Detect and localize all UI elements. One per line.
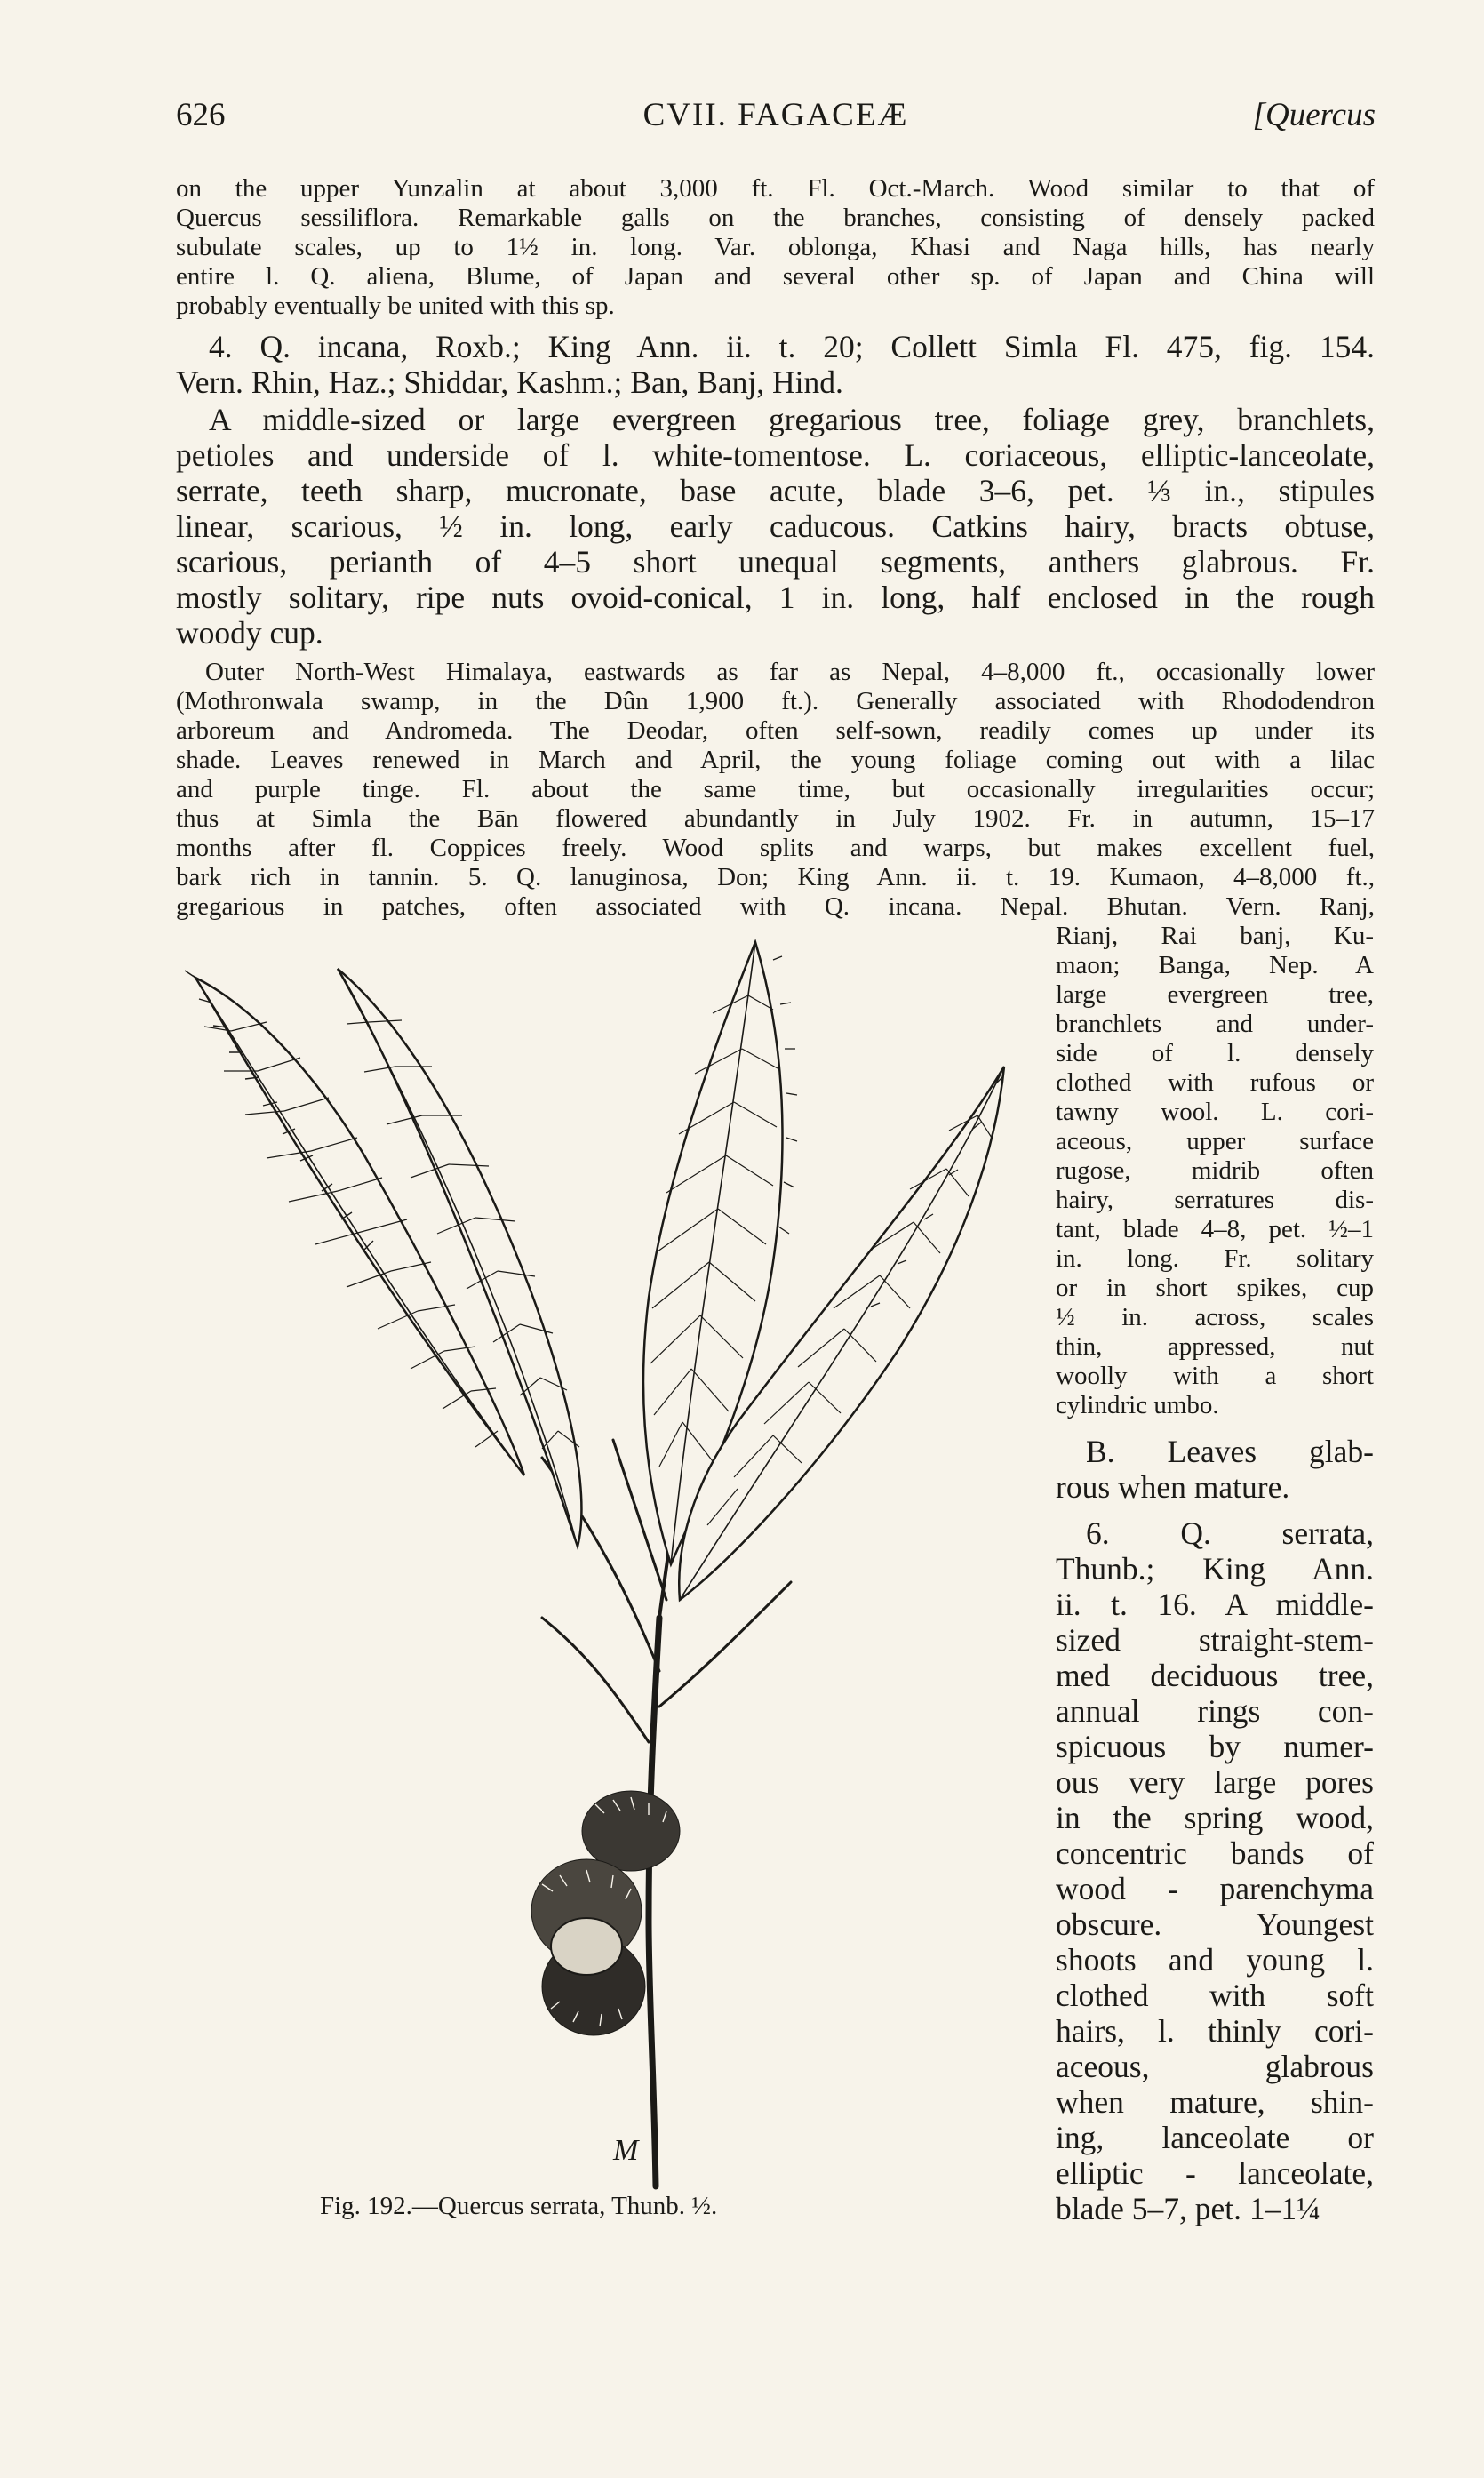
figure-caption-text: Fig. 192.—Quercus serrata, Thunb. ½. xyxy=(320,2192,718,2220)
text-line: shade. Leaves renewed in March and April, the young foliage coming out with a lilac xyxy=(176,746,1375,774)
text-line: petioles and underside of l. white-tomentose. L. coriaceous, elliptic-lanceolate, xyxy=(176,437,1375,473)
text-line: ous very large pores xyxy=(1056,1764,1374,1800)
text-line: gregarious in patches, often associated with Q. incana. Nepal. Bhutan. Vern. Ranj, xyxy=(176,892,1375,921)
text-line: med deciduous tree, xyxy=(1056,1658,1374,1693)
species-4-heading xyxy=(209,329,1375,364)
text-line: concentric bands of xyxy=(1056,1835,1374,1871)
text-line: ing, lanceolate or xyxy=(1056,2120,1374,2155)
text-line: tant, blade 4–8, pet. ½–1 xyxy=(1056,1215,1374,1243)
text-line: arboreum and Andromeda. The Deodar, often self-sown, readily comes up under its xyxy=(176,716,1375,745)
text-line: woody cup. xyxy=(176,615,323,651)
text-line: elliptic - lanceolate, xyxy=(1056,2155,1374,2191)
text-line: on the upper Yunzalin at about 3,000 ft. Fl. Oct.-March. Wood similar to that of xyxy=(176,174,1375,203)
text-line: ½ in. across, scales xyxy=(1056,1303,1374,1331)
text-line: aceous, glabrous xyxy=(1056,2049,1374,2084)
text-line: branchlets and under- xyxy=(1056,1010,1374,1038)
text-line: hairy, serratures dis- xyxy=(1056,1186,1374,1214)
species-4-description xyxy=(176,402,1375,651)
text-line: large evergreen tree, xyxy=(1056,980,1374,1009)
page-number: 626 xyxy=(176,97,226,133)
text-line: annual rings con- xyxy=(1056,1693,1374,1729)
text-line: scarious, perianth of 4–5 short unequal segments, anthers glabrous. Fr. xyxy=(176,544,1375,580)
text-line: clothed with soft xyxy=(1056,1978,1374,2013)
text-line: serrate, teeth sharp, mucronate, base acute, blade 3–6, pet. ⅓ in., stipules xyxy=(176,473,1375,508)
text-line: blade 5–7, pet. 1–1¼ xyxy=(1056,2191,1320,2226)
text-line: Outer North-West Himalaya, eastwards as far as Nepal, 4–8,000 ft., occasionally lower xyxy=(205,658,1375,686)
text-line: Quercus sessiliflora. Remarkable galls on the branches, consisting of densely packed xyxy=(176,204,1375,232)
text-line: in. long. Fr. solitary xyxy=(1056,1244,1374,1273)
text-line: shoots and young l. xyxy=(1056,1942,1374,1978)
text-line: Vern. Rhin, Haz.; Shiddar, Kashm.; Ban, Banj, Hind. xyxy=(176,364,843,400)
text-line: spicuous by numer- xyxy=(1056,1729,1374,1764)
text-line: entire l. Q. aliena, Blume, of Japan and several other sp. of Japan and China will xyxy=(176,262,1375,291)
text-line: mostly solitary, ripe nuts ovoid-conical, 1 in. long, half enclosed in the rough xyxy=(176,580,1375,615)
text-line: cylindric umbo. xyxy=(1056,1391,1219,1419)
text-line: (Mothronwala swamp, in the Dûn 1,900 ft.). Generally associated with Rhododendron xyxy=(176,687,1375,715)
text-line: 4. Q. incana, Roxb.; King Ann. ii. t. 20; Collett Simla Fl. 475, fig. 154. xyxy=(209,329,1375,364)
text-line: sized straight-stem- xyxy=(1056,1622,1374,1658)
running-head: [Quercus xyxy=(1252,97,1376,133)
text-line: clothed with rufous or xyxy=(1056,1068,1374,1097)
text-line: linear, scarious, ½ in. long, early caducous. Catkins hairy, bracts obtuse, xyxy=(176,508,1375,544)
section-b xyxy=(1056,1434,1374,1505)
text-line: maon; Banga, Nep. A xyxy=(1056,951,1374,979)
text-line: tawny wool. L. cori- xyxy=(1056,1098,1374,1126)
text-line: woolly with a short xyxy=(1056,1362,1374,1390)
text-line: subulate scales, up to 1½ in. long. Var. oblonga, Khasi and Naga hills, has nearly xyxy=(176,233,1375,261)
text-line: side of l. densely xyxy=(1056,1039,1374,1067)
text-line: thin, appressed, nut xyxy=(1056,1332,1374,1361)
text-line: or in short spikes, cup xyxy=(1056,1274,1374,1302)
page-header xyxy=(176,96,1376,140)
text-line: rugose, midrib often xyxy=(1056,1156,1374,1185)
text-line: rous when mature. xyxy=(1056,1469,1290,1505)
text-line: 6. Q. serrata, xyxy=(1086,1515,1374,1551)
text-line: and purple tinge. Fl. about the same time, but occasionally irregularities occur; xyxy=(176,775,1375,803)
text-line: A middle-sized or large evergreen gregarious tree, foliage grey, branchlets, xyxy=(209,402,1375,437)
text-line: B. Leaves glab- xyxy=(1086,1434,1374,1469)
text-line: bark rich in tannin. 5. Q. lanuginosa, Don; King Ann. ii. t. 19. Kumaon, 4–8,000 ft., xyxy=(176,863,1375,891)
species-6-column xyxy=(1056,1515,1374,2226)
chapter-title: CVII. FAGACEÆ xyxy=(642,97,909,133)
figure-illustration xyxy=(169,924,1049,2204)
text-line: Thunb.; King Ann. xyxy=(1056,1551,1374,1587)
species-4-distribution xyxy=(176,658,1375,922)
text-line: in the spring wood, xyxy=(1056,1800,1374,1835)
text-line: thus at Simla the Bān flowered abundantly in July 1902. Fr. in autumn, 15–17 xyxy=(176,804,1375,833)
text-line: obscure. Youngest xyxy=(1056,1906,1374,1942)
species-5-column xyxy=(1056,922,1374,1420)
text-line: hairs, l. thinly cori- xyxy=(1056,2013,1374,2049)
text-line: probably eventually be united with this sp. xyxy=(176,292,615,320)
text-line: aceous, upper surface xyxy=(1056,1127,1374,1155)
stem xyxy=(649,1618,659,2186)
text-line: wood - parenchyma xyxy=(1056,1871,1374,1906)
text-line: ii. t. 16. A middle- xyxy=(1056,1587,1374,1622)
intro-paragraph xyxy=(176,174,1375,321)
artist-mark: M xyxy=(613,2134,639,2167)
text-line: when mature, shin- xyxy=(1056,2084,1374,2120)
text-line: Rianj, Rai banj, Ku- xyxy=(1056,922,1374,950)
acorn-cluster xyxy=(531,1791,680,2035)
species-4-vernacular xyxy=(176,364,1375,400)
text-line: months after fl. Coppices freely. Wood splits and warps, but makes excellent fuel, xyxy=(176,834,1375,862)
